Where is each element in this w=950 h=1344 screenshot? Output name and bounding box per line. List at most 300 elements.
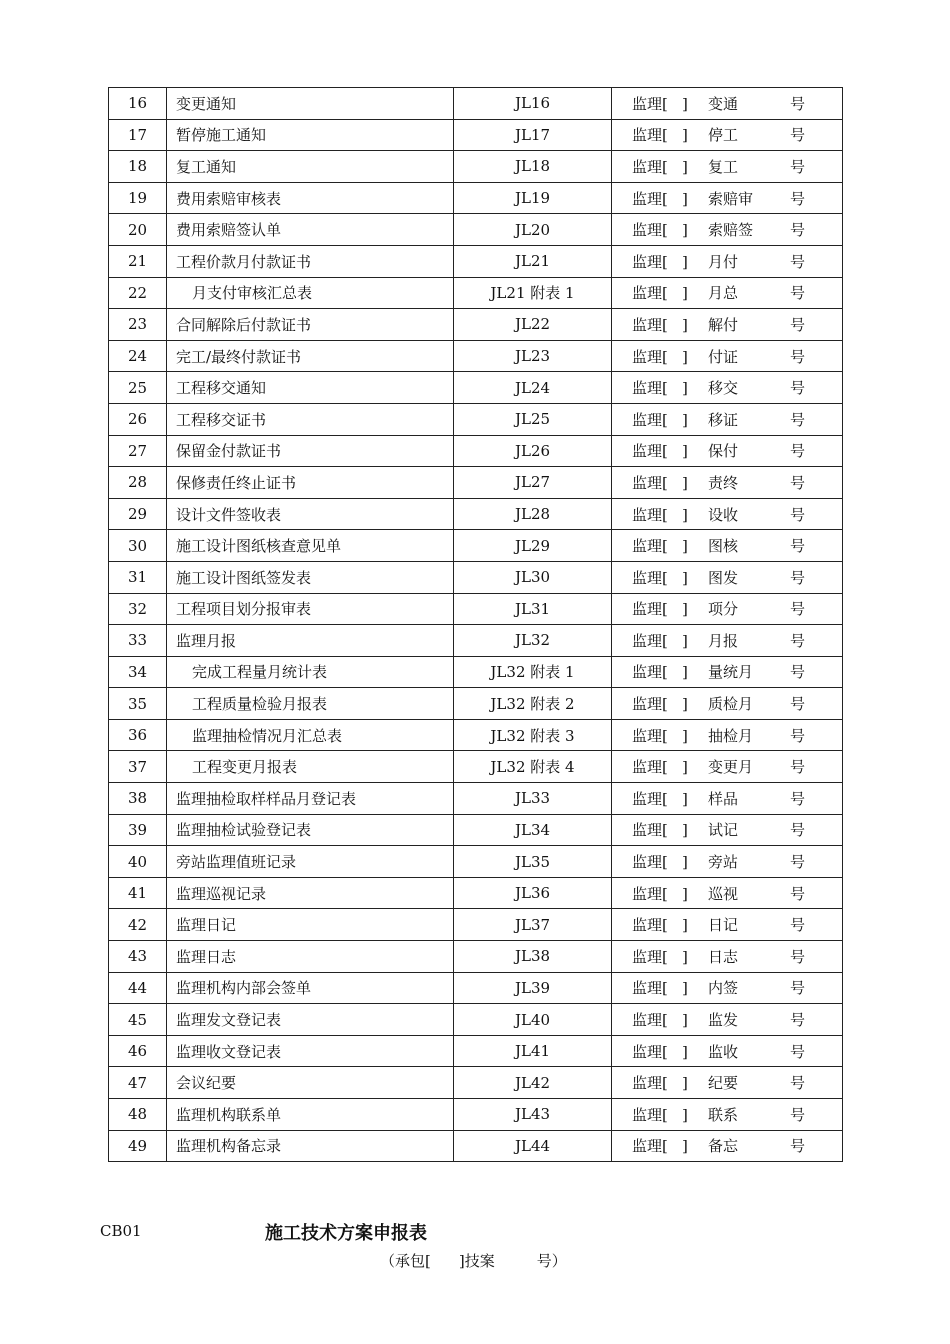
- form-code-cell: JL29: [454, 530, 612, 562]
- ref-bracket-close: ]: [682, 505, 688, 524]
- ref-bracket-close: ]: [682, 252, 688, 271]
- row-number: 31: [109, 561, 167, 593]
- form-code-cell: JL32 附表 2: [454, 688, 612, 720]
- form-name: 监理巡视记录: [167, 877, 454, 909]
- form-code-cell: JL40: [454, 1004, 612, 1036]
- row-number: 18: [109, 151, 167, 183]
- row-number: 39: [109, 814, 167, 846]
- ref-suffix: 备忘: [708, 1137, 739, 1156]
- ref-hao: 号: [790, 726, 806, 745]
- table-row: [109, 593, 843, 625]
- ref-prefix: 监理[: [632, 789, 668, 808]
- form-code-cell: JL42: [454, 1067, 612, 1099]
- form-name: 复工通知: [167, 151, 454, 183]
- ref-prefix: 监理[: [632, 600, 668, 619]
- ref-suffix: 移交: [708, 379, 739, 398]
- form-code-cell: JL38: [454, 941, 612, 973]
- ref-prefix: 监理[: [632, 379, 668, 398]
- row-number: 20: [109, 214, 167, 246]
- ref-suffix: 责终: [708, 473, 739, 492]
- ref-prefix: 监理[: [632, 853, 668, 872]
- ref-prefix: 监理[: [632, 94, 668, 113]
- form-name: 工程价款月付款证书: [167, 245, 454, 277]
- form-name: 监理机构备忘录: [167, 1130, 454, 1162]
- form-code-cell: JL31: [454, 593, 612, 625]
- ref-hao: 号: [790, 979, 806, 998]
- document-number-format: [612, 214, 843, 246]
- ref-prefix: 监理[: [632, 695, 668, 714]
- table-row: [109, 435, 843, 467]
- row-number: 34: [109, 656, 167, 688]
- ref-suffix: 解付: [708, 315, 739, 334]
- table-row: [109, 783, 843, 815]
- row-number: 42: [109, 909, 167, 941]
- document-number-format: [612, 656, 843, 688]
- table-row: [109, 340, 843, 372]
- ref-prefix: 监理[: [632, 126, 668, 145]
- ref-hao: 号: [790, 631, 806, 650]
- form-code-cell: JL27: [454, 467, 612, 499]
- ref-suffix: 索赔签: [708, 221, 754, 240]
- table-row: [109, 498, 843, 530]
- ref-bracket-close: ]: [682, 1042, 688, 1061]
- ref-bracket-close: ]: [682, 94, 688, 113]
- ref-bracket-close: ]: [682, 1011, 688, 1030]
- ref-bracket-close: ]: [682, 979, 688, 998]
- form-code-cell: JL19: [454, 182, 612, 214]
- row-number: 47: [109, 1067, 167, 1099]
- row-number: 27: [109, 435, 167, 467]
- document-number-format: [612, 561, 843, 593]
- row-number: 30: [109, 530, 167, 562]
- form-title: 施工技术方案申报表: [265, 1223, 427, 1244]
- ref-prefix: 监理[: [632, 1011, 668, 1030]
- form-name: 监理日志: [167, 941, 454, 973]
- document-number-format: [612, 846, 843, 878]
- ref-suffix: 停工: [708, 126, 739, 145]
- form-number-suffix: 号）: [536, 1252, 567, 1270]
- row-number: 37: [109, 751, 167, 783]
- document-number-format: [612, 340, 843, 372]
- document-number-format: [612, 467, 843, 499]
- table-row: [109, 277, 843, 309]
- row-number: 17: [109, 119, 167, 151]
- document-number-format: [612, 277, 843, 309]
- ref-hao: 号: [790, 758, 806, 777]
- ref-suffix: 试记: [708, 821, 739, 840]
- form-code-cell: JL21 附表 1: [454, 277, 612, 309]
- ref-prefix: 监理[: [632, 221, 668, 240]
- form-code-cell: JL30: [454, 561, 612, 593]
- row-number: 45: [109, 1004, 167, 1036]
- document-number-format: [612, 625, 843, 657]
- form-name: 变更通知: [167, 88, 454, 120]
- form-name: 会议纪要: [167, 1067, 454, 1099]
- ref-prefix: 监理[: [632, 726, 668, 745]
- form-code-cell: JL16: [454, 88, 612, 120]
- ref-bracket-close: ]: [682, 853, 688, 872]
- table-row: [109, 751, 843, 783]
- row-number: 24: [109, 340, 167, 372]
- ref-hao: 号: [790, 442, 806, 461]
- row-number: 26: [109, 403, 167, 435]
- ref-bracket-close: ]: [682, 410, 688, 429]
- form-code-cell: JL23: [454, 340, 612, 372]
- form-name: 工程质量检验月报表: [167, 688, 454, 720]
- ref-hao: 号: [790, 189, 806, 208]
- ref-suffix: 索赔审: [708, 189, 754, 208]
- ref-suffix: 内签: [708, 979, 739, 998]
- form-name: 监理月报: [167, 625, 454, 657]
- ref-prefix: 监理[: [632, 284, 668, 303]
- ref-bracket-close: ]: [682, 947, 688, 966]
- form-code-cell: JL26: [454, 435, 612, 467]
- ref-bracket-close: ]: [682, 600, 688, 619]
- document-number-format: [612, 498, 843, 530]
- row-number: 38: [109, 783, 167, 815]
- ref-bracket-close: ]: [682, 726, 688, 745]
- ref-suffix: 日记: [708, 916, 739, 935]
- ref-prefix: 监理[: [632, 537, 668, 556]
- form-code: CB01: [100, 1222, 142, 1240]
- ref-bracket-close: ]: [682, 379, 688, 398]
- document-number-format: [612, 1035, 843, 1067]
- ref-hao: 号: [790, 568, 806, 587]
- row-number: 44: [109, 972, 167, 1004]
- ref-hao: 号: [790, 94, 806, 113]
- document-number-format: [612, 435, 843, 467]
- document-number-format: [612, 403, 843, 435]
- ref-hao: 号: [790, 379, 806, 398]
- row-number: 25: [109, 372, 167, 404]
- ref-prefix: 监理[: [632, 442, 668, 461]
- row-number: 43: [109, 941, 167, 973]
- ref-suffix: 抽检月: [708, 726, 754, 745]
- ref-prefix: 监理[: [632, 315, 668, 334]
- form-name: 费用索赔签认单: [167, 214, 454, 246]
- row-number: 19: [109, 182, 167, 214]
- row-number: 23: [109, 309, 167, 341]
- ref-bracket-close: ]: [682, 473, 688, 492]
- ref-hao: 号: [790, 695, 806, 714]
- ref-hao: 号: [790, 1137, 806, 1156]
- document-number-format: [612, 151, 843, 183]
- ref-prefix: 监理[: [632, 1105, 668, 1124]
- ref-suffix: 图核: [708, 537, 739, 556]
- ref-hao: 号: [790, 126, 806, 145]
- ref-suffix: 保付: [708, 442, 739, 461]
- ref-hao: 号: [790, 1105, 806, 1124]
- form-code-cell: JL34: [454, 814, 612, 846]
- form-code-cell: JL39: [454, 972, 612, 1004]
- ref-bracket-close: ]: [682, 1105, 688, 1124]
- ref-suffix: 量统月: [708, 663, 754, 682]
- table-row: [109, 530, 843, 562]
- ref-hao: 号: [790, 284, 806, 303]
- form-name: 月支付审核汇总表: [167, 277, 454, 309]
- form-number-close: ]技案: [458, 1252, 495, 1270]
- form-name: 工程变更月报表: [167, 751, 454, 783]
- form-number-open: （承包[: [380, 1252, 431, 1270]
- table-row: [109, 88, 843, 120]
- ref-bracket-close: ]: [682, 695, 688, 714]
- table-row: [109, 1035, 843, 1067]
- ref-hao: 号: [790, 537, 806, 556]
- table-row: [109, 909, 843, 941]
- ref-hao: 号: [790, 347, 806, 366]
- form-code-cell: JL43: [454, 1099, 612, 1131]
- table-row: [109, 625, 843, 657]
- document-number-format: [612, 593, 843, 625]
- ref-bracket-close: ]: [682, 568, 688, 587]
- ref-prefix: 监理[: [632, 505, 668, 524]
- ref-bracket-close: ]: [682, 631, 688, 650]
- ref-hao: 号: [790, 157, 806, 176]
- form-name: 完成工程量月统计表: [167, 656, 454, 688]
- ref-suffix: 月付: [708, 252, 739, 271]
- form-code-cell: JL21: [454, 245, 612, 277]
- row-number: 35: [109, 688, 167, 720]
- form-name: 设计文件签收表: [167, 498, 454, 530]
- ref-bracket-close: ]: [682, 315, 688, 334]
- form-code-cell: JL20: [454, 214, 612, 246]
- ref-prefix: 监理[: [632, 1137, 668, 1156]
- table-row: [109, 656, 843, 688]
- row-number: 33: [109, 625, 167, 657]
- document-number-format: [612, 941, 843, 973]
- ref-suffix: 移证: [708, 410, 739, 429]
- form-name: 监理机构联系单: [167, 1099, 454, 1131]
- ref-prefix: 监理[: [632, 189, 668, 208]
- form-name: 工程移交证书: [167, 403, 454, 435]
- form-name: 费用索赔审核表: [167, 182, 454, 214]
- ref-suffix: 纪要: [708, 1074, 739, 1093]
- row-number: 29: [109, 498, 167, 530]
- row-number: 28: [109, 467, 167, 499]
- form-code-cell: JL32 附表 1: [454, 656, 612, 688]
- document-number-format: [612, 909, 843, 941]
- document-number-format: [612, 751, 843, 783]
- form-name: 监理抽检情况月汇总表: [167, 719, 454, 751]
- form-name: 监理机构内部会签单: [167, 972, 454, 1004]
- form-register-table: [108, 87, 843, 1162]
- ref-prefix: 监理[: [632, 663, 668, 682]
- document-number-format: [612, 1004, 843, 1036]
- document-number-format: [612, 1099, 843, 1131]
- ref-hao: 号: [790, 947, 806, 966]
- form-code-cell: JL22: [454, 309, 612, 341]
- ref-bracket-close: ]: [682, 663, 688, 682]
- document-number-format: [612, 814, 843, 846]
- ref-hao: 号: [790, 1074, 806, 1093]
- ref-prefix: 监理[: [632, 1042, 668, 1061]
- ref-bracket-close: ]: [682, 221, 688, 240]
- document-number-format: [612, 972, 843, 1004]
- row-number: 49: [109, 1130, 167, 1162]
- form-code-cell: JL32: [454, 625, 612, 657]
- ref-bracket-close: ]: [682, 821, 688, 840]
- ref-suffix: 月报: [708, 631, 739, 650]
- ref-bracket-close: ]: [682, 284, 688, 303]
- form-code-cell: JL37: [454, 909, 612, 941]
- row-number: 36: [109, 719, 167, 751]
- ref-prefix: 监理[: [632, 758, 668, 777]
- ref-hao: 号: [790, 221, 806, 240]
- ref-hao: 号: [790, 1011, 806, 1030]
- ref-suffix: 变通: [708, 94, 739, 113]
- ref-suffix: 样品: [708, 789, 739, 808]
- ref-prefix: 监理[: [632, 979, 668, 998]
- ref-suffix: 月总: [708, 284, 739, 303]
- form-name: 监理收文登记表: [167, 1035, 454, 1067]
- form-code-cell: JL33: [454, 783, 612, 815]
- ref-suffix: 巡视: [708, 884, 739, 903]
- row-number: 22: [109, 277, 167, 309]
- ref-suffix: 项分: [708, 600, 739, 619]
- form-code-cell: JL41: [454, 1035, 612, 1067]
- table-row: [109, 941, 843, 973]
- ref-suffix: 图发: [708, 568, 739, 587]
- ref-suffix: 付证: [708, 347, 739, 366]
- ref-prefix: 监理[: [632, 947, 668, 966]
- table-row: [109, 972, 843, 1004]
- row-number: 32: [109, 593, 167, 625]
- form-code-cell: JL28: [454, 498, 612, 530]
- ref-hao: 号: [790, 821, 806, 840]
- document-number-format: [612, 88, 843, 120]
- table-row: [109, 688, 843, 720]
- ref-bracket-close: ]: [682, 157, 688, 176]
- ref-bracket-close: ]: [682, 1074, 688, 1093]
- table-row: [109, 719, 843, 751]
- ref-prefix: 监理[: [632, 631, 668, 650]
- form-name: 监理发文登记表: [167, 1004, 454, 1036]
- table-row: [109, 151, 843, 183]
- ref-bracket-close: ]: [682, 1137, 688, 1156]
- ref-bracket-close: ]: [682, 758, 688, 777]
- ref-prefix: 监理[: [632, 916, 668, 935]
- table-row: [109, 119, 843, 151]
- row-number: 48: [109, 1099, 167, 1131]
- form-number-line: [380, 1250, 567, 1271]
- table-row: [109, 245, 843, 277]
- form-name: 监理抽检取样样品月登记表: [167, 783, 454, 815]
- form-name: 工程项目划分报审表: [167, 593, 454, 625]
- ref-bracket-close: ]: [682, 884, 688, 903]
- ref-bracket-close: ]: [682, 347, 688, 366]
- table-row: [109, 309, 843, 341]
- table-row: [109, 846, 843, 878]
- form-code-cell: JL25: [454, 403, 612, 435]
- form-code-cell: JL24: [454, 372, 612, 404]
- ref-hao: 号: [790, 315, 806, 334]
- table-row: [109, 561, 843, 593]
- ref-hao: 号: [790, 916, 806, 935]
- form-code-cell: JL18: [454, 151, 612, 183]
- document-number-format: [612, 1130, 843, 1162]
- ref-prefix: 监理[: [632, 568, 668, 587]
- ref-suffix: 旁站: [708, 853, 739, 872]
- ref-hao: 号: [790, 505, 806, 524]
- document-number-format: [612, 688, 843, 720]
- ref-hao: 号: [790, 1042, 806, 1061]
- ref-prefix: 监理[: [632, 821, 668, 840]
- ref-suffix: 变更月: [708, 758, 754, 777]
- document-number-format: [612, 783, 843, 815]
- table-row: [109, 403, 843, 435]
- ref-prefix: 监理[: [632, 157, 668, 176]
- row-number: 46: [109, 1035, 167, 1067]
- ref-hao: 号: [790, 252, 806, 271]
- form-name: 施工设计图纸核查意见单: [167, 530, 454, 562]
- table-row: [109, 1004, 843, 1036]
- ref-bracket-close: ]: [682, 126, 688, 145]
- form-code-cell: JL35: [454, 846, 612, 878]
- ref-hao: 号: [790, 410, 806, 429]
- document-number-format: [612, 372, 843, 404]
- ref-hao: 号: [790, 600, 806, 619]
- ref-suffix: 质检月: [708, 695, 754, 714]
- form-code-cell: JL44: [454, 1130, 612, 1162]
- form-name: 合同解除后付款证书: [167, 309, 454, 341]
- ref-bracket-close: ]: [682, 789, 688, 808]
- row-number: 40: [109, 846, 167, 878]
- document-number-format: [612, 119, 843, 151]
- form-name: 暂停施工通知: [167, 119, 454, 151]
- form-name: 监理抽检试验登记表: [167, 814, 454, 846]
- table-row: [109, 214, 843, 246]
- document-number-format: [612, 530, 843, 562]
- ref-suffix: 复工: [708, 157, 739, 176]
- table-row: [109, 1130, 843, 1162]
- ref-prefix: 监理[: [632, 347, 668, 366]
- table-row: [109, 1067, 843, 1099]
- form-name: 工程移交通知: [167, 372, 454, 404]
- document-number-format: [612, 877, 843, 909]
- form-name: 保修责任终止证书: [167, 467, 454, 499]
- ref-bracket-close: ]: [682, 916, 688, 935]
- form-code-cell: JL32 附表 3: [454, 719, 612, 751]
- table-row: [109, 1099, 843, 1131]
- document-number-format: [612, 1067, 843, 1099]
- ref-suffix: 设收: [708, 505, 739, 524]
- ref-bracket-close: ]: [682, 442, 688, 461]
- row-number: 16: [109, 88, 167, 120]
- ref-suffix: 监收: [708, 1042, 739, 1061]
- ref-prefix: 监理[: [632, 410, 668, 429]
- form-name: 完工/最终付款证书: [167, 340, 454, 372]
- ref-hao: 号: [790, 884, 806, 903]
- ref-bracket-close: ]: [682, 537, 688, 556]
- form-name: 保留金付款证书: [167, 435, 454, 467]
- table-row: [109, 877, 843, 909]
- ref-hao: 号: [790, 473, 806, 492]
- form-name: 监理日记: [167, 909, 454, 941]
- document-number-format: [612, 182, 843, 214]
- form-name: 施工设计图纸签发表: [167, 561, 454, 593]
- table-row: [109, 372, 843, 404]
- ref-prefix: 监理[: [632, 252, 668, 271]
- table-row: [109, 182, 843, 214]
- ref-suffix: 日志: [708, 947, 739, 966]
- form-code-cell: JL17: [454, 119, 612, 151]
- register-table-body: [109, 88, 843, 1162]
- form-name: 旁站监理值班记录: [167, 846, 454, 878]
- document-number-format: [612, 245, 843, 277]
- ref-prefix: 监理[: [632, 1074, 668, 1093]
- document-number-format: [612, 309, 843, 341]
- form-code-cell: JL36: [454, 877, 612, 909]
